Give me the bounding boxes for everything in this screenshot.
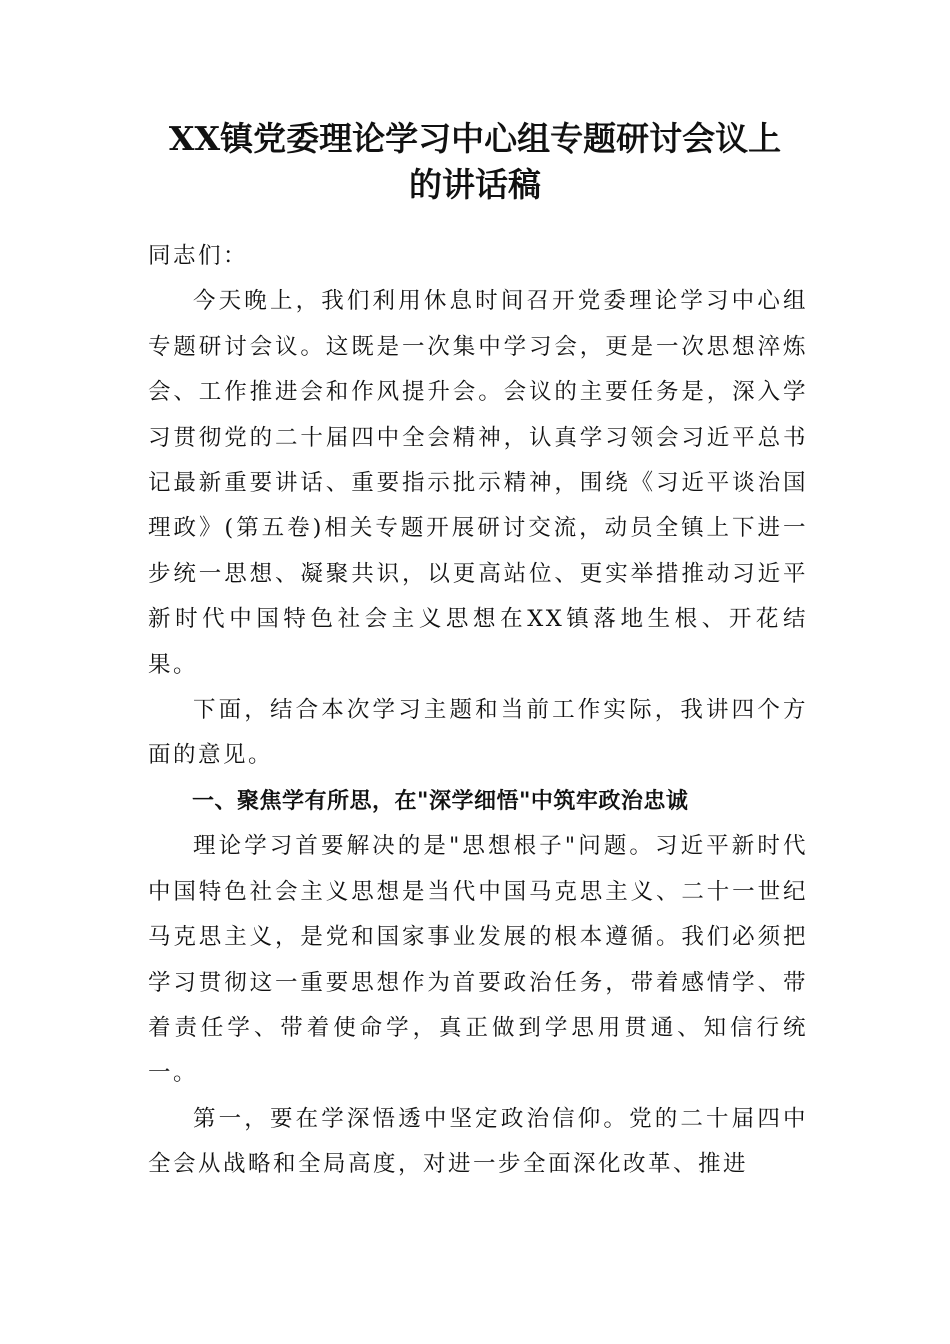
document-title [130, 116, 820, 208]
section-paragraph: 理论学习首要解决的是"思想根子"问题。习近平新时代中国特色社会主义思想是当代中国马克思主义、二十一世纪马克思主义，是党和国家事业发展的根本遵循。我们必须把学习贯彻这一重要思想作为首要政治任务，带着感情学、带着责任学、带着使命学，真正做到学思用贯通、知信行统一。 [148, 833, 808, 1087]
paragraph-intro: 今天晚上，我们利用休息时间召开党委理论学习中心组专题研讨会议。这既是一次集中学习会，更是一次思想淬炼会、工作推进会和作风提升会。会议的主要任务是，深入学习贯彻党的二十届四中全会精神，认真学习领会习近平总书记最新重要讲话、重要指示批示精神，围绕《习近平谈治国理政》(第五卷)相关专题开展研讨交流，动员全镇上下进一步统一思想、凝聚共识，以更高站位、更实举措推动习近平新时代中国特色社会主义思想在XX镇落地生根、开花结果。 [148, 288, 808, 678]
title-line-1: XX镇党委理论学习中心组专题研讨会议上 [168, 119, 782, 158]
paragraph-outline: 下面，结合本次学习主题和当前工作实际，我讲四个方面的意见。 [148, 697, 808, 769]
document-body [148, 234, 808, 1188]
salutation: 同志们： [148, 243, 249, 269]
title-line-2: 的讲话稿 [409, 165, 541, 204]
section-paragraph: 第一，要在学深悟透中坚定政治信仰。党的二十届四中全会从战略和全局高度，对进一步全面深化改革、推进 [148, 1105, 808, 1178]
section-heading-1: 一、聚焦学有所思，在"深学细悟"中筑牢政治忠诚 [192, 788, 689, 814]
